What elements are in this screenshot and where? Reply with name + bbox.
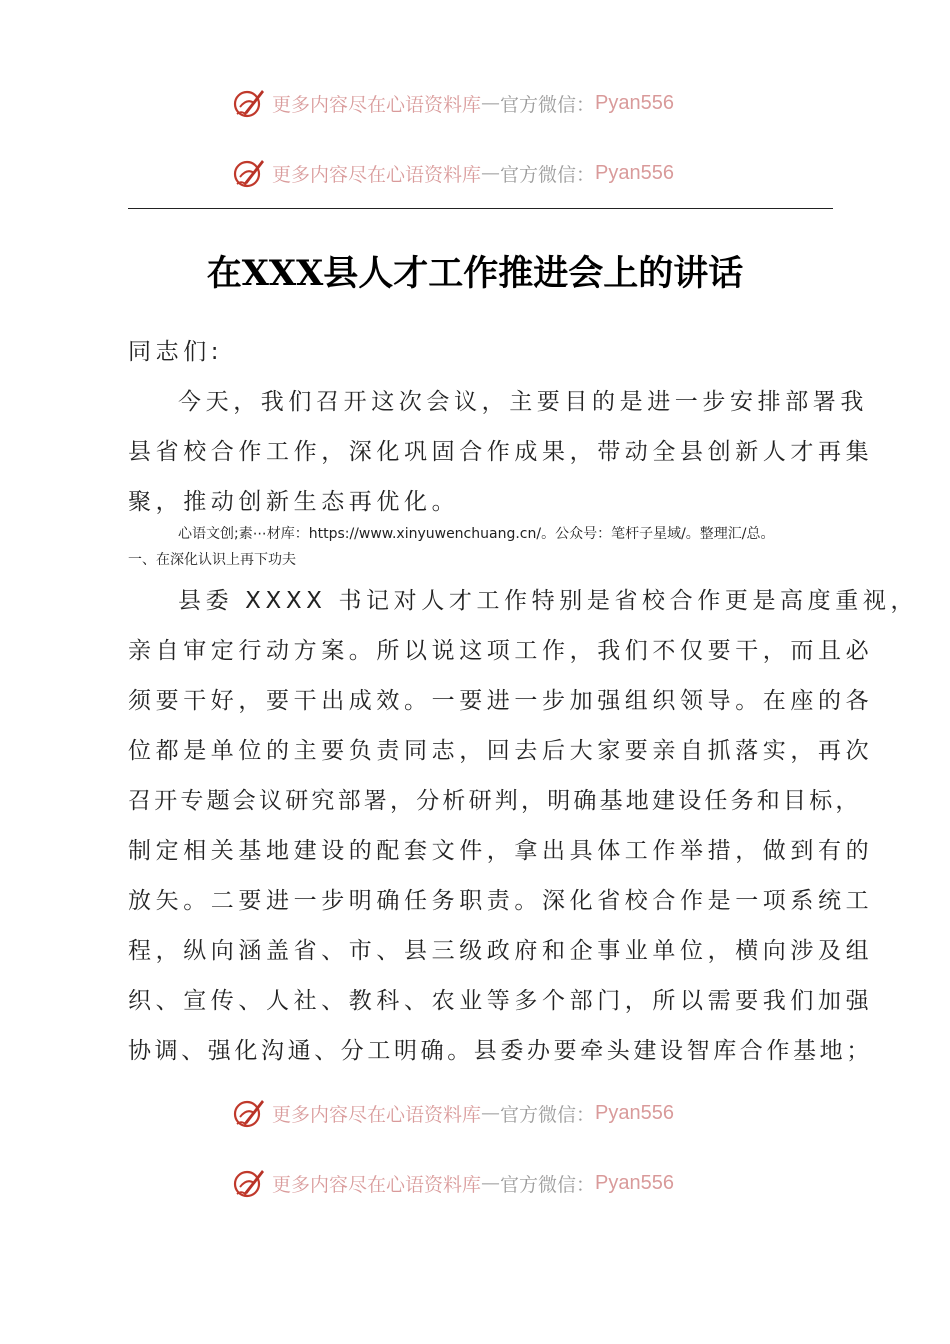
source-note: 心语文创;素⋯材库：https://www.xinyuwenchuang.cn/。公众号：笔杆子星域/。整理汇/总。 xyxy=(178,526,775,542)
banner-wechat-label: 官方微信： xyxy=(500,163,596,186)
paragraph-line: 协调、强化沟通、分工明确。县委办要牵头建设智库合作基地； xyxy=(128,1038,873,1064)
banner-wechat-label: 官方微信： xyxy=(500,1173,596,1196)
paragraph-line: 今天，我们召开这次会议，主要目的是进一步安排部署我 xyxy=(178,389,868,415)
banner-wechat-id: Pyan556 xyxy=(595,161,674,184)
paragraph-line: 放矢。二要进一步明确任务职责。深化省校合作是一项系统工 xyxy=(128,888,874,914)
pen-logo-icon xyxy=(232,156,266,190)
paragraph-line: 位都是单位的主要负责同志，回去后大家要亲自抓落实，再次 xyxy=(128,738,874,764)
watermark-banner-2 xyxy=(232,156,674,190)
salutation: 同志们: xyxy=(128,339,224,365)
banner-wechat-label: 官方微信： xyxy=(500,1103,596,1126)
banner-dash: — xyxy=(481,1102,501,1124)
document-title: 在XXX县人才工作推进会上的讲话 xyxy=(206,253,744,294)
paragraph-line: 亲自审定行动方案。所以说这项工作，我们不仅要干，而且必 xyxy=(128,638,874,664)
banner-wechat-id: Pyan556 xyxy=(595,1101,674,1124)
banner-dash: — xyxy=(481,162,501,184)
paragraph-line: 程，纵向涵盖省、市、县三级政府和企事业单位，横向涉及组 xyxy=(128,938,874,964)
watermark-banner-1 xyxy=(232,86,674,120)
banner-wechat-id: Pyan556 xyxy=(595,1171,674,1194)
banner-text: 更多内容尽在心语资料库 xyxy=(272,93,482,116)
header-divider xyxy=(128,208,833,209)
watermark-banner-4 xyxy=(232,1166,674,1200)
paragraph-line: 织、宣传、人社、教科、农业等多个部门，所以需要我们加强 xyxy=(128,988,874,1014)
paragraph-line: 须要干好，要干出成效。一要进一步加强组织领导。在座的各 xyxy=(128,688,874,714)
watermark-banner-3 xyxy=(232,1096,674,1130)
banner-wechat-id: Pyan556 xyxy=(595,91,674,114)
pen-logo-icon xyxy=(232,1166,266,1200)
banner-wechat-label: 官方微信： xyxy=(500,93,596,116)
banner-text: 更多内容尽在心语资料库 xyxy=(272,1173,482,1196)
banner-dash: — xyxy=(481,92,501,114)
banner-text: 更多内容尽在心语资料库 xyxy=(272,163,482,186)
banner-dash: — xyxy=(481,1172,501,1194)
paragraph-line: 聚，推动创新生态再优化。 xyxy=(128,489,460,515)
banner-text: 更多内容尽在心语资料库 xyxy=(272,1103,482,1126)
paragraph-line: 县省校合作工作，深化巩固合作成果，带动全县创新人才再集 xyxy=(128,439,874,465)
paragraph-line: 召开专题会议研究部署，分析研判，明确基地建设任务和目标， xyxy=(128,788,862,814)
pen-logo-icon xyxy=(232,1096,266,1130)
section-heading: 一、在深化认识上再下功夫 xyxy=(128,552,296,568)
paragraph-line: 制定相关基地建设的配套文件，拿出具体工作举措，做到有的 xyxy=(128,838,874,864)
paragraph-line: 县委 XXXX 书记对人才工作特别是省校合作更是高度重视， xyxy=(178,588,919,614)
pen-logo-icon xyxy=(232,86,266,120)
